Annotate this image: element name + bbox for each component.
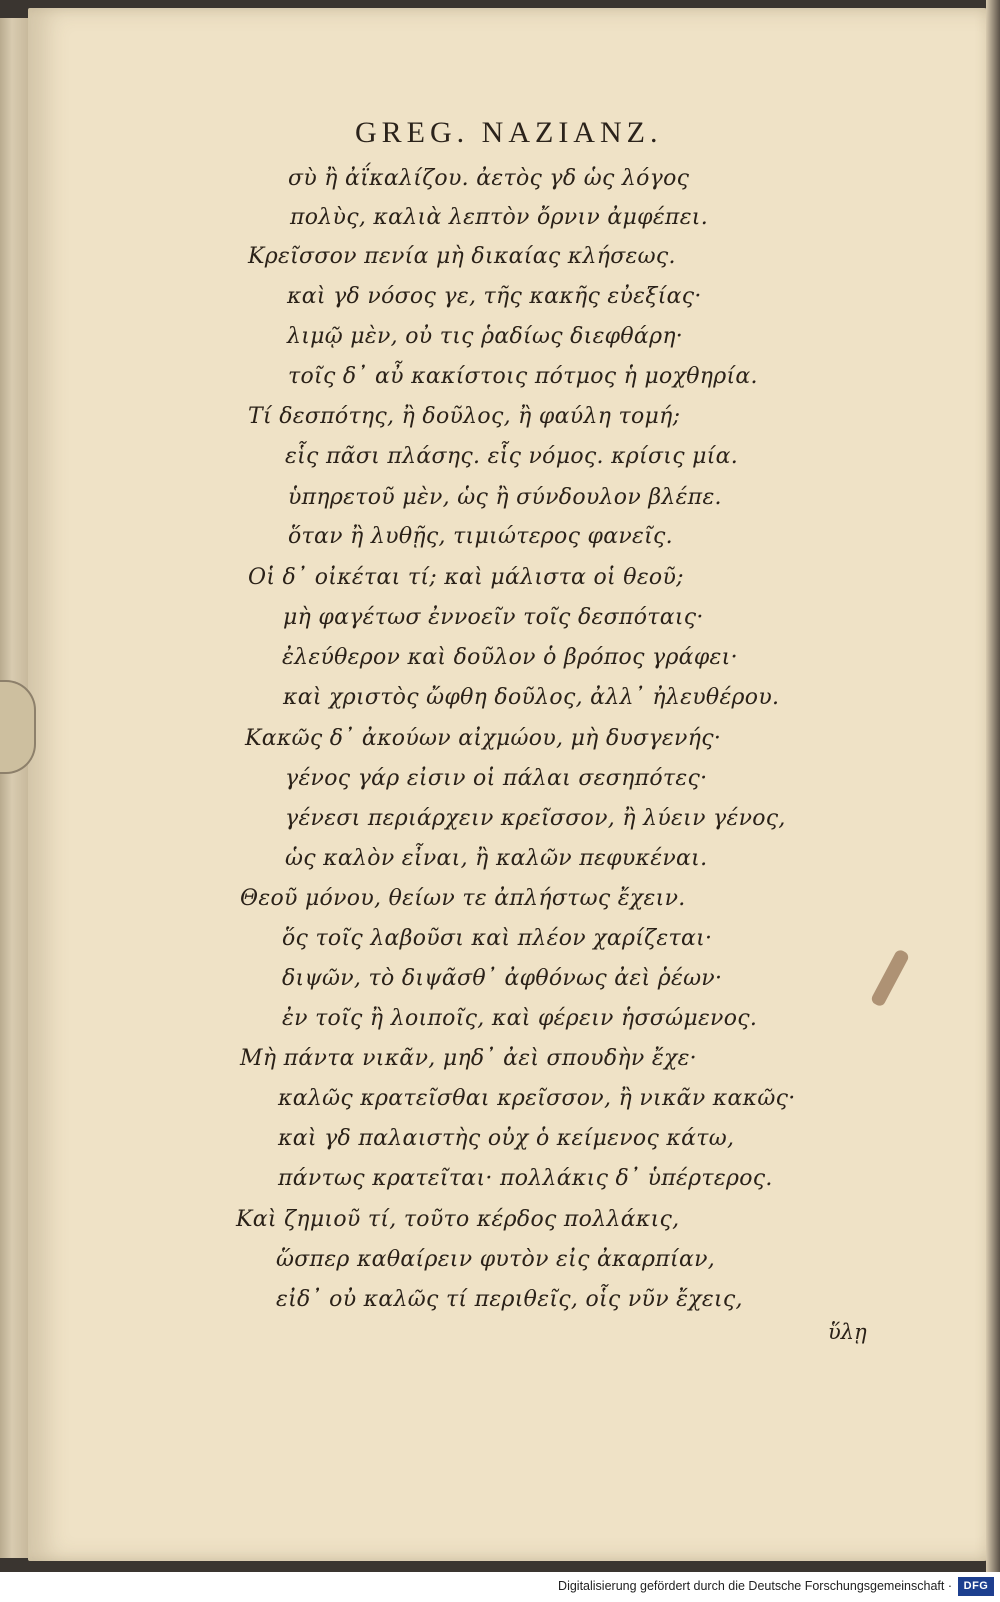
text-line: ὥσπερ καθαίρειν φυτὸν εἰς ἀκαρπίαν, — [276, 1247, 716, 1272]
text-line: Τί δεσπότης, ἢ δοῦλος, ἢ φαύλη τομή; — [248, 404, 681, 429]
text-line: Καὶ ζημιοῦ τί, τοῦτο κέρδος πολλάκις, — [236, 1207, 680, 1232]
text-line: μὴ φαγέτωσ ἐννοεῖν τοῖς δεσπόταις· — [283, 605, 704, 630]
text-line: καὶ γδ παλαιστὴς οὐχ ὁ κείμενος κάτω, — [278, 1126, 735, 1151]
text-line: ὅς τοῖς λαβοῦσι καὶ πλέον χαρίζεται· — [282, 926, 713, 951]
text-line: Κρεῖσσον πενία μὴ δικαίας κλήσεως. — [248, 244, 676, 269]
text-line: λιμῷ μὲν, οὐ τις ῥαδίως διεφθάρη· — [287, 324, 684, 349]
text-line: εἷς πᾶσι πλάσης. εἷς νόμος. κρίσις μία. — [285, 444, 739, 469]
text-line: Κακῶς δ᾽ ἀκούων αἰχμώου, μὴ δυσγενής· — [245, 726, 722, 751]
text-line: γένεσι περιάρχειν κρεῖσσον, ἢ λύειν γένος, — [285, 806, 786, 831]
text-line: ἐν τοῖς ἢ λοιποῖς, καὶ φέρειν ἡσσώμενος. — [282, 1006, 758, 1031]
dfg-logo: DFG — [958, 1577, 994, 1596]
text-line: Θεοῦ μόνου, θείων τε ἀπλήστως ἔχειν. — [240, 886, 686, 911]
text-line: ὡς καλὸν εἶναι, ἢ καλῶν πεφυκέναι. — [285, 846, 708, 871]
text-line: πολὺς, καλιὰ λεπτὸν ὄρνιν ἀμφέπει. — [290, 205, 709, 230]
digitization-footer — [0, 1572, 1000, 1602]
text-line: Οἱ δ᾽ οἰκέται τί; καὶ μάλιστα οἱ θεοῦ; — [248, 565, 684, 590]
text-line: ὑπηρετοῦ μὲν, ὡς ἢ σύνδουλον βλέπε. — [288, 485, 722, 510]
text-line: τοῖς δ᾽ αὖ κακίστοις πότμος ἡ μοχθηρία. — [288, 364, 758, 389]
text-line: γένος γάρ εἰσιν οἱ πάλαι σεσηπότες· — [285, 766, 708, 791]
catchword: ὕλῃ — [828, 1320, 867, 1344]
text-line: σὺ ἢ ἀΐκαλίζου. ἀετὸς γδ ὡς λόγος — [288, 166, 690, 191]
text-line: διψῶν, τὸ διψᾶσθ᾽ ἀφθόνως ἀεὶ ῥέων· — [282, 966, 723, 991]
text-line: Μὴ πάντα νικᾶν, μηδ᾽ ἀεὶ σπουδὴν ἔχε· — [240, 1046, 697, 1071]
text-line: καὶ χριστὸς ὤφθη δοῦλος, ἀλλ᾽ ἠλευθέρου. — [283, 685, 780, 710]
text-line: ὅταν ἢ λυθῇς, τιμιώτερος φανεῖς. — [288, 524, 673, 549]
text-line: εἰδ᾽ οὐ καλῶς τί περιθεῖς, οἷς νῦν ἔχεις, — [276, 1287, 743, 1312]
text-line: πάντως κρατεῖται· πολλάκις δ᾽ ὑπέρτερος. — [278, 1166, 773, 1191]
running-head: GREG. NAZIANZ. — [355, 116, 663, 149]
text-line: καὶ γδ νόσος γε, τῆς κακῆς εὐεξίας· — [287, 284, 702, 309]
text-line: καλῶς κρατεῖσθαι κρεῖσσον, ἢ νικᾶν κακῶς· — [278, 1086, 796, 1111]
text-line: ἐλεύθερον καὶ δοῦλον ὁ βρόπος γράφει· — [282, 645, 738, 670]
funding-credit: Digitalisierung gefördert durch die Deutsche Forschungsgemeinschaft · — [558, 1579, 952, 1593]
